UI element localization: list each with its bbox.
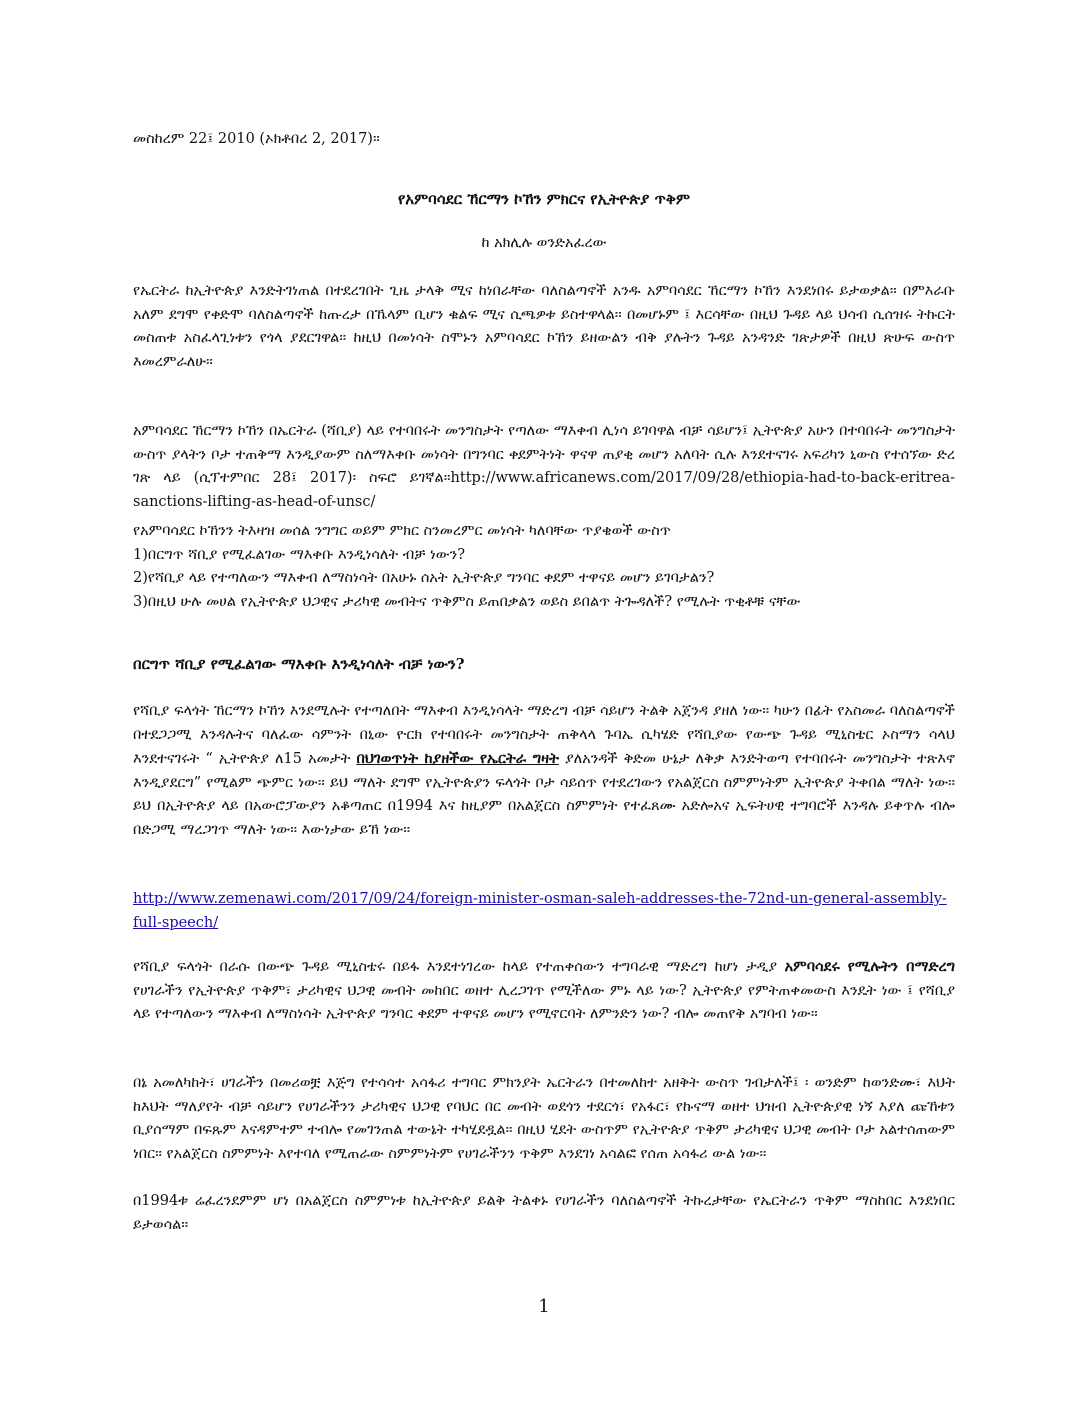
paragraph-shabia-goal-part1: የሻቢያ ፍላጎት ኸርማን ኮኸን እንደሚሉት የተጣለበት ማእቀብ እንዲነሳላት ማድረግ ብቻ ሳይሆን ትልቅ አጀንዳ ያዘለ ነው፡፡ ካሁን በፊት የአስመራ ባለስልጣኖች በተደጋጋሚ እንዳሉትና ባለፈው ሳምንት በኒው ዮርክ የተባበሩት መንግስታት ጠቅላላ ጉባኤ ሲካሄድ የሻቢያው የውጭ ጉዳይ ሚኒስቴር ኦስማን ሳላህ እንደተናገሩት “ ኢትዮጵያ ለ15 አመታት — [133, 703, 955, 767]
questions-intro: የአምባሳደር ኮኸንን ትእዛዝ መሰል ንግግር ወይም ምክር ስንመረምር መነሳት ካለባቸው ጥያቄወች ውስጥ — [133, 523, 671, 539]
article-title: የአምባሳደር ኸርማን ኮኸን ምክርና የኢትዮጵያ ጥቅም — [397, 190, 691, 208]
author-line: ከ አክሊሉ ወንድአፈረው — [481, 235, 607, 251]
paragraph-question-benefit — [133, 955, 955, 1027]
emphasis-illegal-territory: በህገወጥነት ከያዘችው የኤርትራ ግዛት — [356, 750, 559, 767]
questions-block — [133, 520, 955, 614]
paragraph-cohen-advice: አምባሳደር ኸርማን ኮኸን በኤርትራ (ሻቢያ) ላይ የተባበሩት መንግስታት የጣለው ማእቀብ ሊነሳ ይገባዋል ብቻ ሳይሆን፤ ኢትዮጵያ አሁን በተባበሩት መንግስታት ውስጥ ያላትን ቦታ ተጠቅማ እንዲያውም ስለማእቀቡ መነሳት በግንባር ቀደምትነት ዋናዋ ጠያቂ መሆን አለባት ሲሉ እንደተናገሩ አፍሪካን ኒውስ የተሰኘው ድረ ገጽ ላይ (ሲፕተምበር 28፤ 2017)፡ ስፍሮ ይገኛል፡፡http://www.africanews.com/2017/09/28/ethiopia-had-to-back-eritrea-sanctions-lifting-as-head-of-unsc/ — [133, 423, 955, 510]
question-3: 3)በዚህ ሁሉ መሀል የኢትዮጵያ ህጋዊና ታሪካዊ መብትና ጥቅምስ ይጠበቃልን ወይስ ይበልጥ ትጐዳለች? የሚሉት ጥቂቶቹ ናቸው — [133, 593, 801, 610]
emphasis-ambassador: አምባሳደሩ የሚሉትን በማድረግ — [784, 958, 955, 975]
section-heading: በርግጥ ሻቢያ የሚፈልገው ማእቀቡ እንዲነሳለት ብቻ ነውን? — [133, 655, 465, 673]
question-1: 1)በርግጥ ሻቢያ የሚፈልገው ማእቀቡ እንዲነሳለት ብቻ ነውን? — [133, 546, 466, 563]
paragraph-shabia-goal-part2: ያለአንዳች ቅድመ ሁኔታ ለቅቃ እንድትወጣ የተባበሩት መንግስታት ተጽእኖ እንዲያደርግ” የሚልም ጭምር ነው፡፡ ይህ ማለት ደግሞ የኢትዮጵያን ፍላጎት ቦታ ሳይሰጥ የተደረገውን የአልጀርስ ስምምነትም ኢትዮጵያ ትቀበል ማለት ነው፡፡ ይህ በኢትዮጵያ ላይ በአውሮፓውያን አቆጣጠር በ1994 እና ከዚያም በአልጀርስ ስምምነት የተፈጸሙ አድሎአና ኢፍትሀዊ ተግባሮች እንዳሉ ይቀጥሉ ብሎ በድጋሚ ማረጋገጥ ማለት ነው፡፡ እውነታው ይኸ ነው፡፡ — [133, 751, 955, 838]
date-line: መስከረም 22፤ 2010 (ኦክቶበረ 2, 2017)፡፡ — [133, 131, 380, 147]
question-2: 2)የሻቢያ ላይ የተጣለውን ማእቀብ ለማስነሳት በአሁኑ ሰአት ኢትዮጵያ ግንባር ቀደም ተዋናይ መሆን ይገባታልን? — [133, 570, 715, 586]
paragraph-referendum: በ1994ቱ ሬፈረንደምም ሆነ በአልጀርስ ስምምነቱ ከኢትዮጵያ ይልቅ ትልቀኑ የሀገራችን ባለስልጣኖች ትኩረታቸው የኤርትራን ጥቅም ማስከበር እንደነበር ይታወሳል፡፡ — [133, 1193, 955, 1233]
paragraph-intro: የኤርትራ ከኢትዮጵያ እንድትገነጠል በተደረገበት ጊዜ ታላቅ ሚና ከነበራቸው ባለስልጣኖች አንዱ አምባሳደር ኸርማን ኮኸን እንደነበሩ ይታወቃል፡፡ በምእራቡ አለም ደግሞ የቀድሞ ባለስልጣኖች ከጡረታ በኼላም ቢሆን ቁልፍ ሚና ሲጫዎቱ ይስተዋላል፡፡ በመሆኑም ፤ እርሳቸው በዚህ ጉዳይ ላይ ህሳብ ሲሰዝሩ ትኩርት መስጠቱ አስፈላጊነቱን የጎላ ያደርገዋል፡፡ ከዚህ በመነሳት ስሞኑን አምባሳደር ኮኸን ይዘውልን ብቅ ያሉትን ጉዳይ አንዳንድ ገጽታዎች በዚህ ጽሁፍ ውስጥ እመረምራለሁ፡፡ — [133, 283, 955, 370]
paragraph-shabia-goal — [133, 700, 955, 842]
paragraph-opinion: በኔ አመለካከት፣ ሀገራችን በመሪወቿ እጅግ የተሳሳተ አሳፋሪ ተግባር ምክንያት ኤርትራን በተመለከተ አዘቅት ውስጥ ገብታለች፤ ፡ ወንድም ከወንድሙ፣ እህት ከእህት ማለያየት ብቻ ሳይሆን የሀገራችንን ታሪካዊና ህጋዊ የባህር በር መብት ወደጎን ተደርጎ፣ የአፋር፣ የኩናማ ወዘተ ህዝብ ኢትዮጵያዊ ነኝ እያለ ጩኸቱን ቢያሰማም በፍጹም እናዳምተም ተብሎ የመገንጠል ተውኔት ተካሂደዷል፡፡ በዚህ ሂደት ውስጥም የኢትዮጵያ ጥቅም ታሪካዊና ህጋዊ መብት ቦታ አልተሰጠውም ነበር፡፡ የአልጀርስ ስምምነት እየተባለ የሚጠራው ስምምነትም የሀገራችንን ጥቅም እንደገነ አሳልፎ የሰጠ አሳፋሪ ውል ነው፡፡ — [133, 1075, 955, 1162]
zemenawi-link[interactable]: http://www.zemenawi.com/2017/09/24/foreign-minister-osman-saleh-addresses-the-72nd-un-general-assembly-full-speech/ — [133, 891, 947, 931]
page-number: 1 — [538, 1296, 550, 1317]
paragraph-question-benefit-part1: የሻቢያ ፍላጎት በራሱ በውጭ ጉዳይ ሚኒስቴሩ በይፋ እንደተነገረው ከላይ የተጠቀሰውን ተግባራዊ ማድረግ ከሆነ ታዲያ — [133, 959, 785, 975]
paragraph-question-benefit-part2: የሀገራችን የኢትዮጵያ ጥቅም፣ ታሪካዊና ህጋዊ መብት መከበር ወዘተ ሊረጋገጥ የሚችለው ምኑ ላይ ነው? ኢትዮጵያ የምትጠቀመውስ እንዴት ነው ፤ የሻቢያ ላይ የተጣለውን ማእቀብ ለማስነሳት ኢትዮጵያ ግንባር ቀደም ተዋናይ መሆን የሚኖርባት ለምንድን ነው? ብሎ መጠየቅ አግባብ ነው፡፡ — [133, 982, 955, 1022]
